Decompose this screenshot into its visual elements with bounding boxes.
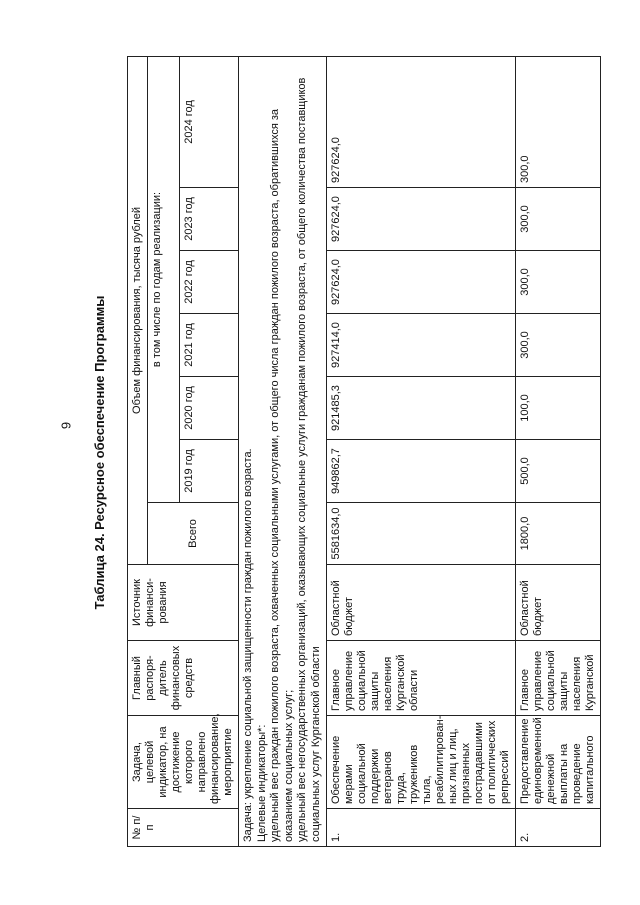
task-block-row — [239, 56, 327, 846]
header-year: 2021 год — [180, 314, 239, 377]
task-block — [239, 56, 327, 846]
row-value: 300,0 — [516, 188, 601, 251]
row-task: Обеспечение мерами социальной поддержки ветеранов труда, тружеников тыла, реабилитирован-ных лиц и лиц, признанных пострадавшими от политических репрессий — [327, 716, 516, 809]
header-year: 2023 год — [180, 188, 239, 251]
row-source: Областной бюджет — [327, 565, 516, 641]
indicator-1: удельный вес граждан пожилого возраста, охваченных социальными услугами, от общего числа граждан пожилого возраста, обратившихся за оказанием социальных услуг; — [269, 108, 295, 842]
header-funding: Объем финансирования, тысяча рублей — [128, 56, 148, 564]
header-year: 2022 год — [180, 251, 239, 314]
row-value: 927624,0 — [327, 188, 516, 251]
header-task: Задача, целевой индикатор, на достижение которого направлено финансирование, мероприятие — [128, 716, 239, 809]
row-value: 927624,0 — [327, 251, 516, 314]
header-row-1 — [128, 56, 148, 846]
row-manager: Главное управление социальной защиты населения Курганской — [516, 641, 601, 716]
row-manager: Главное управление социальной защиты населения Курганской области — [327, 641, 516, 716]
header-by-years: в том числе по годам реализации: — [148, 56, 180, 502]
resource-table — [127, 56, 601, 847]
header-year: 2020 год — [180, 377, 239, 440]
header-year: 2019 год — [180, 440, 239, 503]
row-value: 500,0 — [516, 440, 601, 503]
row-value: 927624,0 — [327, 56, 516, 187]
row-value: 921485,3 — [327, 377, 516, 440]
header-total: Всего — [148, 503, 239, 565]
row-num: 1. — [327, 809, 516, 847]
table-row — [516, 56, 601, 846]
table-title: Таблица 24. Ресурсное обеспечение Программы — [92, 295, 107, 610]
row-task: Предоставление единовременной денежной выплаты на проведение капитального — [516, 716, 601, 809]
row-value: 300,0 — [516, 251, 601, 314]
row-source: Областной бюджет — [516, 565, 601, 641]
header-num: № п/п — [128, 809, 239, 847]
row-total: 5581634,0 — [327, 503, 516, 565]
row-num: 2. — [516, 809, 601, 847]
task-text: Задача: укрепление социальной защищенности граждан пожилого возраста. — [242, 448, 254, 842]
row-value: 927414,0 — [327, 314, 516, 377]
indicators-label: Целевые индикаторы*: — [255, 724, 268, 842]
row-value: 949862,7 — [327, 440, 516, 503]
indicator-2: удельный вес негосударственных организаций, оказывающих социальные услуги гражданам пожилого возраста, от общего количества поставщиков социальных услуг Курганской области — [296, 77, 322, 842]
row-value: 300,0 — [516, 56, 601, 187]
page-number: 9 — [58, 421, 74, 430]
header-manager: Главный распоря-дитель финансовых средств — [128, 641, 239, 716]
header-year: 2024 год — [180, 56, 239, 187]
row-value: 100,0 — [516, 377, 601, 440]
row-value: 300,0 — [516, 314, 601, 377]
table-row — [327, 56, 516, 846]
header-source: Источник финанси-рования — [128, 565, 239, 641]
row-total: 1800,0 — [516, 503, 601, 565]
